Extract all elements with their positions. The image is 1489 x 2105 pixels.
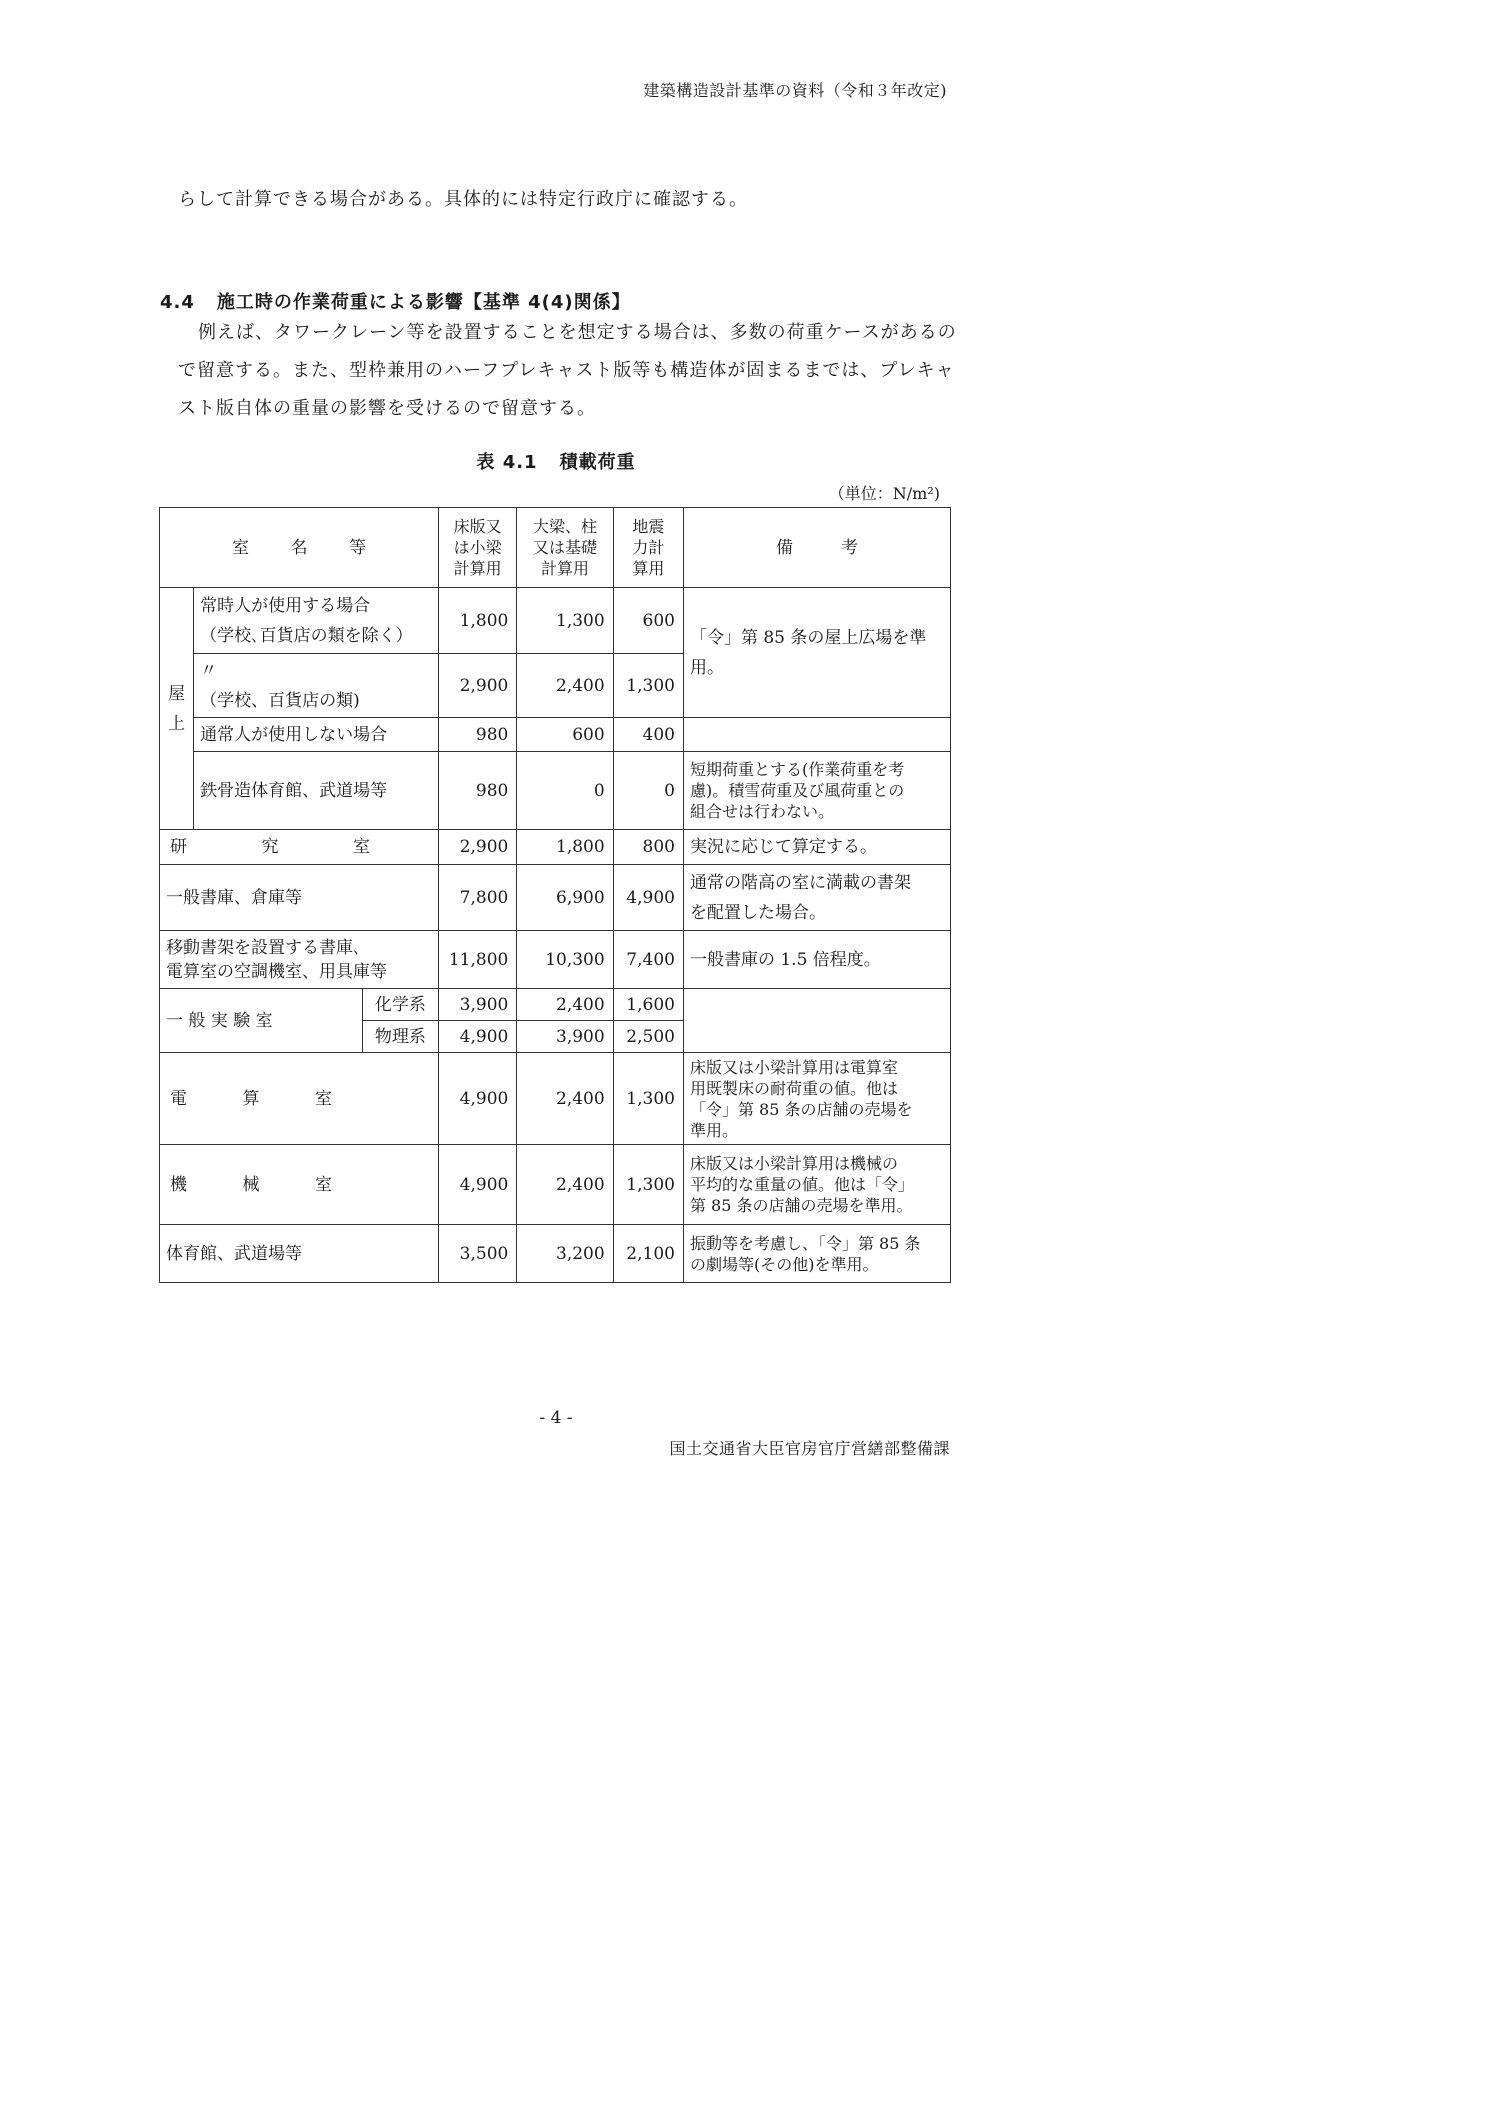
- footer-organization: 国土交通省大臣官房官庁営繕部整備課: [669, 1439, 950, 1458]
- cell-beam: 0: [517, 752, 613, 830]
- cell-beam: 1,300: [517, 588, 613, 654]
- cell-beam: 2,400: [517, 989, 613, 1021]
- cell-seismic: 1,300: [613, 1053, 683, 1145]
- cell-floor: 2,900: [439, 654, 517, 718]
- cell-beam: 1,800: [517, 830, 613, 865]
- page-number: - 4 -: [539, 1408, 573, 1428]
- table-row: [160, 1145, 951, 1225]
- cell-seismic: 1,600: [613, 989, 683, 1021]
- cell-seismic: 600: [613, 588, 683, 654]
- header-room: 室 名 等: [160, 508, 439, 588]
- row-name: 鉄骨造体育館、武道場等: [194, 752, 439, 830]
- table-row: [160, 588, 951, 654]
- cell-floor: 980: [439, 718, 517, 752]
- table-title: [0, 448, 1112, 474]
- row-name: 通常人が使用しない場合: [194, 718, 439, 752]
- cell-seismic: 2,500: [613, 1021, 683, 1053]
- row-subname: 化学系: [362, 989, 438, 1021]
- section-number: 4.4: [160, 292, 195, 313]
- cell-remarks: 短期荷重とする(作業荷重を考 慮)。積雪荷重及び風荷重との 組合せは行わない。: [683, 752, 950, 830]
- cell-remarks: 「令」第 85 条の屋上広場を準 用。: [683, 588, 950, 718]
- cell-beam: 2,400: [517, 1145, 613, 1225]
- live-load-table: [159, 507, 951, 1283]
- row-subname: 物理系: [362, 1021, 438, 1053]
- cell-floor: 980: [439, 752, 517, 830]
- table-row: [160, 830, 951, 865]
- row-name: 一般書庫、倉庫等: [160, 865, 439, 931]
- body-line: 例えば、タワークレーン等を設置することを想定する場合は、多数の荷重ケースがあるの: [198, 322, 957, 343]
- row-name: 〃 （学校、百貨店の類): [194, 654, 439, 718]
- table-unit: （単位：N/m²): [828, 484, 940, 503]
- page-header: 建築構造設計基準の資料（令和３年改定): [643, 81, 947, 100]
- section-title: 施工時の作業荷重による影響【基準 4(4)関係】: [216, 292, 631, 313]
- cell-floor: 11,800: [439, 931, 517, 989]
- cell-floor: 4,900: [439, 1145, 517, 1225]
- header-remarks: 備 考: [683, 508, 950, 588]
- cell-floor: 2,900: [439, 830, 517, 865]
- cell-remarks: 通常の階高の室に満載の書架 を配置した場合。: [683, 865, 950, 931]
- cell-floor: 4,900: [439, 1021, 517, 1053]
- cell-beam: 2,400: [517, 654, 613, 718]
- cell-floor: 7,800: [439, 865, 517, 931]
- row-name: 一 般 実 験 室: [160, 989, 363, 1053]
- table-row: [160, 865, 951, 931]
- table-title-text: 積載荷重: [559, 452, 636, 473]
- cell-remarks: [683, 718, 950, 752]
- body-line: で留意する。また、型枠兼用のハーフプレキャスト版等も構造体が固まるまでは、プレキャ: [178, 360, 955, 381]
- table-row: [160, 989, 951, 1021]
- cell-remarks: 床版又は小梁計算用は電算室 用既製床の耐荷重の値。他は 「令」第 85 条の店舗の売場を 準用。: [683, 1053, 950, 1145]
- cell-remarks: 床版又は小梁計算用は機械の 平均的な重量の値。他は「令」 第 85 条の店舗の売場を準用。: [683, 1145, 950, 1225]
- section-body: [178, 314, 958, 428]
- table-row: [160, 752, 951, 830]
- cell-seismic: 400: [613, 718, 683, 752]
- cell-seismic: 1,300: [613, 1145, 683, 1225]
- row-name: 体育館、武道場等: [160, 1225, 439, 1283]
- rooftop-label: 屋 上: [160, 588, 194, 830]
- cell-seismic: 800: [613, 830, 683, 865]
- table-row: [160, 1053, 951, 1145]
- cell-beam: 6,900: [517, 865, 613, 931]
- cell-floor: 4,900: [439, 1053, 517, 1145]
- cell-seismic: 1,300: [613, 654, 683, 718]
- cell-remarks: [683, 989, 950, 1053]
- table-header-row: [160, 508, 951, 588]
- cell-remarks: 振動等を考慮し、「令」第 85 条 の劇場等(その他)を準用。: [683, 1225, 950, 1283]
- cell-seismic: 7,400: [613, 931, 683, 989]
- cell-seismic: 0: [613, 752, 683, 830]
- header-beam: 大梁、柱 又は基礎 計算用: [517, 508, 613, 588]
- cell-beam: 600: [517, 718, 613, 752]
- body-line: スト版自体の重量の影響を受けるので留意する。: [178, 398, 596, 419]
- cell-remarks: 実況に応じて算定する。: [683, 830, 950, 865]
- header-floor: 床版又 は小梁 計算用: [439, 508, 517, 588]
- table-row: [160, 931, 951, 989]
- row-name: 電 算 室: [160, 1053, 439, 1145]
- cell-floor: 1,800: [439, 588, 517, 654]
- table-row: [160, 718, 951, 752]
- row-name: 移動書架を設置する書庫､ 電算室の空調機室、用具庫等: [160, 931, 439, 989]
- row-name: 常時人が使用する場合 （学校､百貨店の類を除く）: [194, 588, 439, 654]
- table-number: 表 4.1: [476, 452, 538, 473]
- cell-beam: 10,300: [517, 931, 613, 989]
- section-heading: [160, 288, 631, 314]
- intro-paragraph: らして計算できる場合がある。具体的には特定行政庁に確認する。: [178, 189, 748, 210]
- row-name: 研 究 室: [160, 830, 439, 865]
- table-row: [160, 1225, 951, 1283]
- header-seismic: 地震 力計 算用: [613, 508, 683, 588]
- row-name: 機 械 室: [160, 1145, 439, 1225]
- cell-beam: 3,900: [517, 1021, 613, 1053]
- cell-beam: 3,200: [517, 1225, 613, 1283]
- cell-floor: 3,900: [439, 989, 517, 1021]
- cell-beam: 2,400: [517, 1053, 613, 1145]
- cell-seismic: 4,900: [613, 865, 683, 931]
- cell-floor: 3,500: [439, 1225, 517, 1283]
- cell-seismic: 2,100: [613, 1225, 683, 1283]
- cell-remarks: 一般書庫の 1.5 倍程度。: [683, 931, 950, 989]
